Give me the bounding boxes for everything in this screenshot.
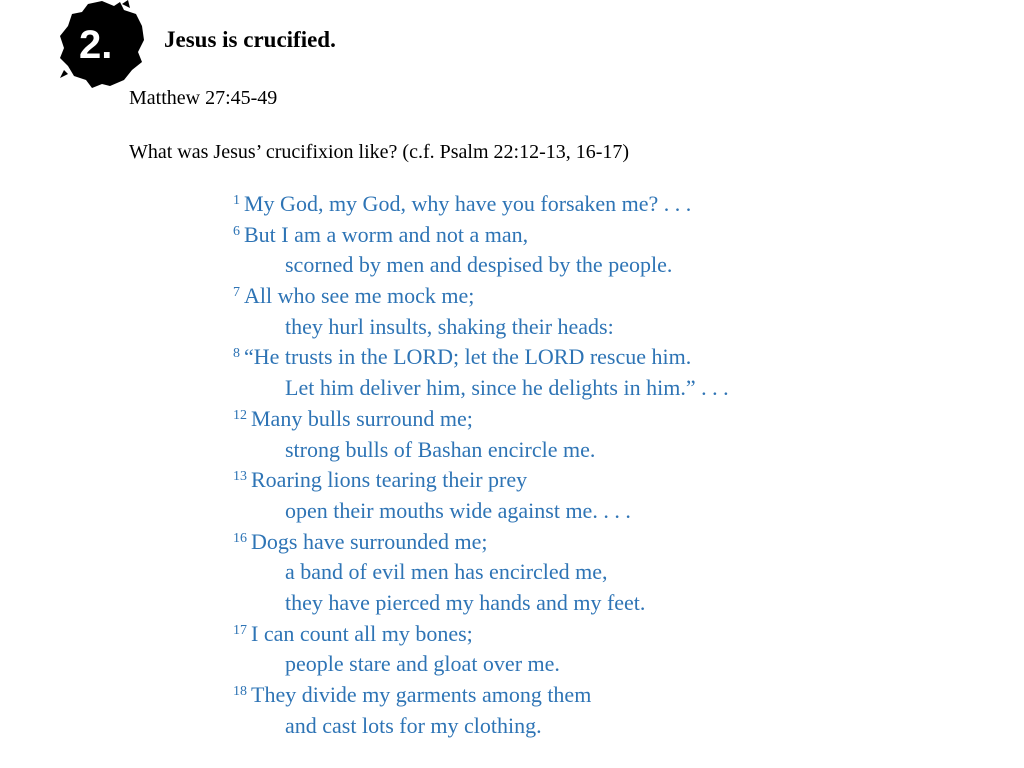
verse-text: scorned by men and despised by the people. bbox=[285, 252, 673, 278]
verse-text: My God, my God, why have you forsaken me? . . . bbox=[244, 191, 692, 216]
verse-text: But I am a worm and not a man, bbox=[244, 221, 529, 247]
verse-line bbox=[233, 711, 729, 742]
study-question: What was Jesus’ crucifixion like? (c.f. Psalm 22:12-13, 16-17) bbox=[129, 141, 630, 163]
verse-text: “He trusts in the LORD; let the LORD rescue him. bbox=[244, 344, 692, 370]
verse-text: people stare and gloat over me. bbox=[285, 651, 560, 677]
verse-number: 18 bbox=[233, 684, 247, 699]
verse-text: All who see me mock me; bbox=[244, 283, 475, 309]
verse-line bbox=[233, 373, 729, 404]
verse-line bbox=[233, 588, 729, 619]
scripture-reference: Matthew 27:45-49 bbox=[129, 87, 278, 109]
verse-number: 6 bbox=[233, 223, 240, 239]
verse-line bbox=[233, 557, 729, 588]
verse-text: Let him deliver him, since he delights in him.” . . . bbox=[285, 375, 729, 401]
verse-text: I can count all my bones; bbox=[251, 620, 473, 646]
verse-text: Many bulls surround me; bbox=[251, 405, 473, 431]
verse-line bbox=[233, 680, 729, 711]
verse-line bbox=[233, 619, 729, 650]
verse-text: strong bulls of Bashan encircle me. bbox=[285, 436, 596, 462]
verse-text: They divide my garments among them bbox=[251, 682, 592, 707]
verse-line bbox=[233, 250, 729, 281]
step-number-badge bbox=[58, 0, 146, 90]
verse-number: 13 bbox=[233, 469, 247, 485]
verse-line bbox=[233, 342, 729, 373]
verse-number: 8 bbox=[233, 346, 240, 362]
verse-text: they have pierced my hands and my feet. bbox=[285, 589, 646, 615]
verse-line bbox=[233, 312, 729, 343]
verse-text: Roaring lions tearing their prey bbox=[251, 467, 528, 493]
verse-number: 1 bbox=[233, 193, 240, 208]
verse-number: 7 bbox=[233, 285, 240, 301]
verse-line bbox=[233, 527, 729, 558]
step-number: 2. bbox=[79, 23, 113, 67]
verse-line bbox=[233, 465, 729, 496]
verse-number: 16 bbox=[233, 530, 247, 546]
verse-number: 17 bbox=[233, 622, 247, 638]
verse-text: they hurl insults, shaking their heads: bbox=[285, 313, 614, 339]
verse-number: 12 bbox=[233, 407, 247, 423]
verse-text: and cast lots for my clothing. bbox=[285, 712, 542, 738]
verse-text: a band of evil men has encircled me, bbox=[285, 559, 608, 585]
psalm-passage bbox=[233, 189, 729, 741]
ink-splat-icon bbox=[58, 0, 146, 90]
verse-line bbox=[233, 189, 729, 220]
verse-line bbox=[233, 496, 729, 527]
verse-line bbox=[233, 281, 729, 312]
verse-text: open their mouths wide against me. . . . bbox=[285, 497, 631, 523]
verse-line bbox=[233, 220, 729, 251]
verse-line bbox=[233, 404, 729, 435]
verse-line bbox=[233, 649, 729, 680]
verse-line bbox=[233, 435, 729, 466]
verse-text: Dogs have surrounded me; bbox=[251, 528, 488, 554]
section-title: Jesus is crucified. bbox=[164, 27, 336, 52]
